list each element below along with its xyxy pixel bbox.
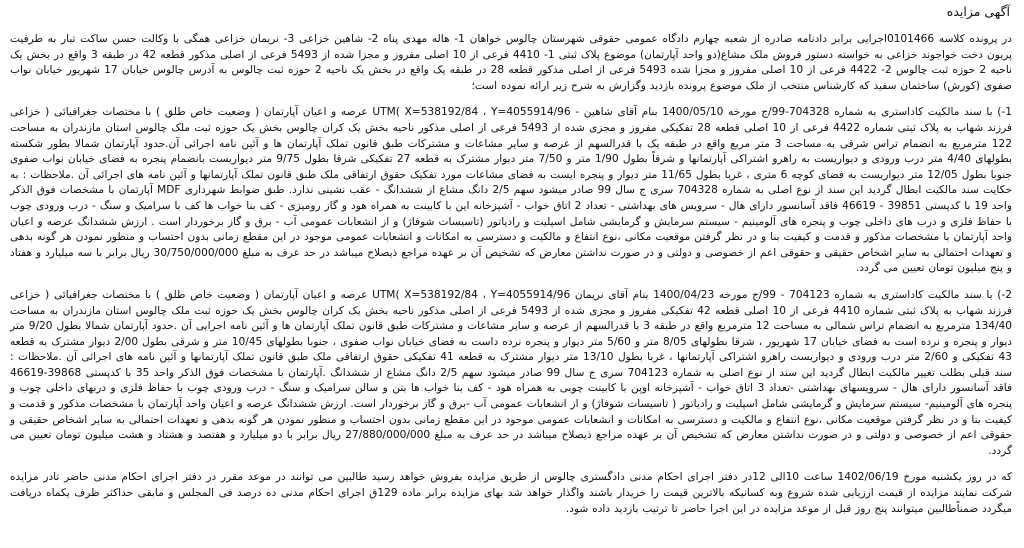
notice-closing-paragraph: که در روز یکشنبه مورخ 1402/06/19 ساعت 10الی 12در دفتر اجرای احکام مدنی دادگستری چالوس از طریق مزایده بفروش خواهد رسید طالبین می توانند در موعد مقرر در دفتر اجرای احکام مدنی حاضر تادر مزایده شرکت نمایند مزایده از قیمت ارزیابی شده شروع وبه کسانیکه بالاترین قیمت را خریدار باشند واگذار خواهد شد بهای مزایده برابر ماده 129ق اجرای احکام مدنی ده درصد فی المجلس و مابقی حداکثر ظرف یکماه دریافت میگردد ضمناًطالبین میتوانند پنج روز قبل از موعد مزایده در این اجرا حاضر تا ترتیب بازدید داده شود. <box>10 471 1012 515</box>
notice-title: آگهی مزایده <box>946 4 1010 19</box>
notice-intro-paragraph: در پرونده کلاسه 0101466اجرایی برابر دادنامه صادره از شعبه چهارم دادگاه عمومی حقوقی شهرستان چالوس خواهان 1- هاله مهدی پناه 2- شاهین خزاعی 3- نریمان خزاعی همگی با وکالت حسن ساکت تبار به طرفیت پریون دخت خواجوند خزاعی به خواسته دستور فروش ملک مشاع(دو واحد آپارتمان) موضوع پلاک ثبتی 1- 4410 فرعی از 10 اصلی مفروز و مجزا شده از 5493 فرعی از اصلی مذکور قطعه 42 در طبقه 3 واقع در بخش یک ناحیه 2 حوزه ثبت چالوس 2- 4422 فرعی از 10 اصلی مفروز و مجزا شده 5493 فرعی از اصلی مذکور قطعه 28 در طبقه یک واقع در بخش یک ناحیه 2 حوزه ثبت چالوس به آدرس چالوس خیابان 17 شهریور خیابان نواب صفوی (کورش) ساختمان سفید که کارشناس منتخب از ملک موضوع پرونده بازدید وگزارش به شرح زیر ارائه نموده است؛ <box>10 33 1012 92</box>
notice-item-1-paragraph: 1-) با سند مالکیت کاداستری به شماره 704328-99/ج مورخه 1400/05/10 بنام آقای شاهین - UTM( X=538192/84 ، Y=4055914/96 عرصه و اعیان آپارتمان ( وضعیت خاص طلق ) با مختصات جغرافیائی ( خزاعی فرزند شهاب به پلاک ثبتی شماره 4422 فرعی از 10 اصلی قطعه 28 تفکیکی مفروز و مجزی شده از 5493 فرعی از اصلی مذکور ناحیه بخش یک کران چالوس بخش یک حوزه ثبت ملک چالوس استان مازندران به مساحت 122 مترمربع به انضمام تراس شرقی به مساحت 3 متر مربع واقع در طبقه یک با قدرالسهم از عرصه و سایر مشاعات و مشترکات طبق قانون تملک آپارتمان ها و آئین نامه اجرائی آن.حدود آپارتمان شمالا بطور شکسته بطولهای 4/40 متر درب ورودی و دیواریست به راهرو اشتراکی آپارتمانها و شرقاً بطول 1/90 متر و 7/50 متر دیوار مشترک به قطعه 27 تفکیکی شرقا بطول 9/75 متر دیواریست بانضمام پنجره به فضای خیابان نواب صفوی جنوبا بطول 12/05 متر دیواریست به فضای کوچه 6 متری ، غربا بطول 11/65 متر دیوار و پنجره ایست به فضای مشاعات مورد تفکیک حقوق ارتفاقی ملک طبق قانون تملک آپارتمانها و آئین نامه های اجرائی آن .ملاحظات : به حکایت سند مالکیت ابطال گردید این سند از نوع اصلی به شماره 704328 سری ج سال 99 صادر میشود سهم 2/5 دانگ مشاع از ششدانگ - عقب نشینی ندارد. طبق ضوابط شهرداری MDF آپارتمان با مشخصات فوق الذکر واحد 19 با کدپستی 39851 - 46619 فاقد آسانسور دارای هال - سرویس های بهداشتی - تعداد 2 اتاق خواب - آشپزخانه این با کابینت به همراه هود و گاز رومیزی - کف بنا خواب ها کف با سرامیک و سنگ - درب ورودی چوب با حفاظ فلزی و درب های داخلی چوب و پنجره های آلومینیم - سیستم سرمایش و گرمایشی شامل اسپلیت و رادیاتور (تاسیسات شوفاژ) و از انشعابات عمومی آب - برق و گاز برخوردار است . ارزش ششدانگ عرصه و اعیان واحد آپارتمان با مشخصات مذکور و قدمت و کیفیت بنا و در نظر گرفتن موقعیت مکانی ،نوع انتفاع و مالکیت و دسترسی به امکانات و انشعابات عمومی موجود در این مقطع زمانی بدون احتساب و منظور نمودن هر گونه بدهی و تعهدات احتمالی به سایر اشخاص حقیقی و حقوقی اعم از خصوصی و دولتی و در صورت نداشتن معارض که تشخیص آن بر عهده مراجع ذیصلاح میباشد در حد عرف به مبلغ 30/750/000/000 ریال برابر با سه میلیارد و هفتاد و پنج میلیون تومان تعیین می گردد. <box>10 106 1012 275</box>
notice-item-2-paragraph: 2-) با سند مالکیت کاداستری به شماره 704123 - 99/ج مورخه 1400/04/23 بنام آقای نریمان UTM( X=538192/84 ، Y=4055914/96 عرصه و اعیان آپارتمان ( وضعیت خاص طلق ) با مختصات جغرافیائی ( خزاعی فرزند شهاب به پلاک ثبتی شماره 4410 فرعی از 10 اصلی قطعه 42 تفکیکی مفروز و مجزی شده از 5493 فرعی از اصلی مذکور ناحیه بخش یک کران چالوس بخش یک حوزه ثبت ملک چالوس استان مازندران به مساحت 134/40 مترمربع به انضمام تراس شمالی به مساحت 12 مترمربع واقع در طبقه 3 با قدرالسهم از عرصه و سایر مشاعات و مشترکات طبق قانون تملک آپارتمان ها و آئین نامه اجرایی آن .حدود آپارتمان شمالا بطول 9/20 متر دیوار و پنجره و نرده است به فضای خیابان 17 شهریور ، شرقا بطولهای 8/05 متر و 5/60 متر دیوار و پنجره نرده داست به فضای خیابان نواب صفوی ، جنوبا بطولهای 10/45 متر و شرقی بطول 2/00 دیوار مشترک به قطعه 43 تفکیکی و 2/60 متر درب ورودی و دیواریست راهرو اشتراکی آپارتمانها ، غربا بطول 13/10 متر دیوار مشترک به قطعه 41 تفکیکی حقوق ارتفاقی ملک طبق قانون تملک آپارتمانها و آئین نامه های اجرائی آن .ملاحظات : سند قبلی بطلب تغییر مالکیت ابطال گردید این سند از نوع اصلی به شماره 704123 سری ج سال 99 صادر میشود سهم 2/5 دانگ مشاع از ششدانگ .آپارتمان با مشخصات فوق الذکر واحد 35 با کدپستی 39868-46619 فاقد آسانسور دارای هال - سرویسهای بهداشتی -تعداد 3 اتاق خواب - آشپزخانه اوپن با کابینت چوبی به همراه هود - کف بنا خواب ها بتن و سالن سرامیک و سنگ - درب ورودی چوب با حفاظ فلزی و دربهای داخلی چوب و پنجره های آلومینیم- سیستم سرمایش و گرمایشی شامل اسپلیت و رادیاتور ( تاسیسات شوفاژ) و از انشعابات عمومی آب -برق و گاز برخوردار است. ارزش ششدانگ عرصه و اعیان واحد آپارتمان با مشخصات مذکور و قدمت و کیفیت بنا و در نظر گرفتن موقعیت مکانی ،نوع انتفاع و مالکیت و دسترسی به امکانات و انشعابات عمومی موجود در این مقطع زمانی بدون احتساب و منظور نمودن هر گونه بدهی و تعهدات احتمالی به سایر اشخاص حقیقی و حقوقی اعم از خصوصی و دولتی و در صورت نداشتن معارض که تشخیص آن بر عهده مراجع ذیصلاح میباشد در حد عرف به مبلغ 27/880/000/000 ریال برابر با دو میلیارد و هفتصد و هشتاد و هشت میلیون تومان تعیین می گردد. <box>10 288 1013 457</box>
